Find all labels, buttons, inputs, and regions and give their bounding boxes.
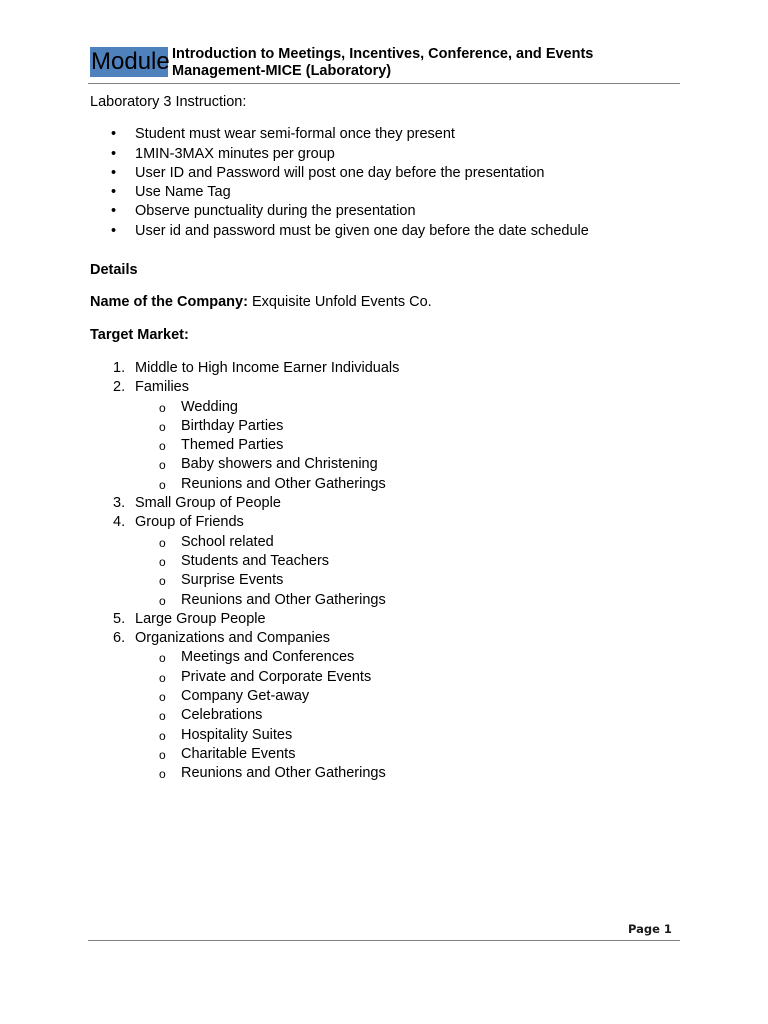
item-number: 4. bbox=[113, 514, 126, 531]
sub-item-text: Wedding bbox=[181, 398, 238, 415]
target-market-label: Group of Friends bbox=[135, 514, 244, 531]
bullet-icon: • bbox=[111, 164, 117, 181]
sub-item-text: Themed Parties bbox=[181, 437, 284, 454]
instruction-list bbox=[90, 125, 680, 241]
course-title: Introduction to Meetings, Incentives, Conference, and Events Management-MICE (Laboratory) bbox=[172, 46, 594, 79]
sub-item bbox=[135, 668, 680, 687]
target-market-item bbox=[90, 513, 680, 609]
instruction-text: Use Name Tag bbox=[135, 184, 231, 201]
hollow-bullet-icon: o bbox=[159, 574, 166, 589]
hollow-bullet-icon: o bbox=[159, 400, 166, 415]
sub-item-text: Company Get-away bbox=[181, 688, 310, 705]
item-number: 1. bbox=[113, 359, 126, 376]
item-number: 3. bbox=[113, 495, 126, 512]
document-body bbox=[90, 93, 680, 784]
instruction-text: Student must wear semi-formal once they present bbox=[135, 126, 455, 143]
bullet-icon: • bbox=[111, 145, 117, 162]
sub-item-text: Charitable Events bbox=[181, 745, 296, 762]
instruction-text: 1MIN-3MAX minutes per group bbox=[135, 145, 335, 162]
target-market-item bbox=[90, 494, 680, 513]
sub-list bbox=[135, 533, 680, 610]
hollow-bullet-icon: o bbox=[159, 747, 166, 762]
instruction-item bbox=[90, 125, 680, 144]
hollow-bullet-icon: o bbox=[159, 535, 166, 550]
sub-item bbox=[135, 475, 680, 494]
target-market-list bbox=[90, 359, 680, 784]
sub-item-text: Students and Teachers bbox=[181, 552, 330, 569]
module-badge: Module bbox=[91, 48, 170, 75]
hollow-bullet-icon: o bbox=[159, 767, 166, 782]
sub-item-text: Hospitality Suites bbox=[181, 726, 293, 743]
details-heading: Details bbox=[90, 262, 138, 279]
target-market-item bbox=[90, 359, 680, 378]
target-market-item bbox=[90, 610, 680, 629]
instruction-text: User id and password must be given one day before the date schedule bbox=[135, 222, 589, 239]
instruction-item bbox=[90, 145, 680, 164]
sub-item-text: Private and Corporate Events bbox=[181, 668, 372, 685]
instruction-text: Observe punctuality during the presentation bbox=[135, 203, 416, 220]
target-market-label: Organizations and Companies bbox=[135, 630, 331, 647]
sub-item bbox=[135, 398, 680, 417]
sub-item bbox=[135, 455, 680, 474]
hollow-bullet-icon: o bbox=[159, 477, 166, 492]
hollow-bullet-icon: o bbox=[159, 651, 166, 666]
hollow-bullet-icon: o bbox=[159, 690, 166, 705]
sub-item-text: Reunions and Other Gatherings bbox=[181, 475, 386, 492]
sub-item bbox=[135, 706, 680, 725]
footer-divider bbox=[88, 940, 680, 941]
sub-item-text: Surprise Events bbox=[181, 572, 284, 589]
instruction-item bbox=[90, 164, 680, 183]
sub-item bbox=[135, 764, 680, 783]
company-line bbox=[90, 293, 680, 312]
company-label: Name of the Company: bbox=[90, 294, 248, 311]
sub-item bbox=[135, 571, 680, 590]
instruction-item bbox=[90, 183, 680, 202]
instruction-item bbox=[90, 222, 680, 241]
hollow-bullet-icon: o bbox=[159, 709, 166, 724]
item-number: 6. bbox=[113, 630, 126, 647]
header-divider bbox=[88, 83, 680, 84]
sub-item bbox=[135, 745, 680, 764]
hollow-bullet-icon: o bbox=[159, 419, 166, 434]
sub-list bbox=[135, 398, 680, 494]
sub-item-text: Meetings and Conferences bbox=[181, 649, 355, 666]
hollow-bullet-icon: o bbox=[159, 439, 166, 454]
target-market-label: Families bbox=[135, 379, 189, 396]
sub-item bbox=[135, 417, 680, 436]
sub-item-text: School related bbox=[181, 533, 274, 550]
hollow-bullet-icon: o bbox=[159, 670, 166, 685]
sub-item bbox=[135, 591, 680, 610]
sub-item-text: Reunions and Other Gatherings bbox=[181, 591, 386, 608]
target-market-item bbox=[90, 629, 680, 783]
instruction-text: User ID and Password will post one day before the presentation bbox=[135, 164, 545, 181]
page-header bbox=[90, 46, 680, 82]
hollow-bullet-icon: o bbox=[159, 593, 166, 608]
bullet-icon: • bbox=[111, 126, 117, 143]
hollow-bullet-icon: o bbox=[159, 728, 166, 743]
target-market-label: Large Group People bbox=[135, 610, 266, 627]
item-number: 5. bbox=[113, 610, 126, 627]
sub-list bbox=[135, 648, 680, 783]
sub-item bbox=[135, 533, 680, 552]
page-number: Page 1 bbox=[628, 922, 672, 936]
instruction-item bbox=[90, 202, 680, 221]
hollow-bullet-icon: o bbox=[159, 458, 166, 473]
sub-item bbox=[135, 726, 680, 745]
sub-item bbox=[135, 687, 680, 706]
company-name: Exquisite Unfold Events Co. bbox=[251, 294, 432, 311]
sub-item-text: Reunions and Other Gatherings bbox=[181, 765, 386, 782]
bullet-icon: • bbox=[111, 184, 117, 201]
sub-item bbox=[135, 648, 680, 667]
lab-instruction-heading: Laboratory 3 Instruction: bbox=[90, 94, 247, 110]
target-market-heading: Target Market: bbox=[90, 326, 189, 343]
bullet-icon: • bbox=[111, 203, 117, 220]
sub-item-text: Birthday Parties bbox=[181, 417, 284, 434]
hollow-bullet-icon: o bbox=[159, 554, 166, 569]
sub-item bbox=[135, 552, 680, 571]
sub-item-text: Baby showers and Christening bbox=[181, 456, 378, 473]
bullet-icon: • bbox=[111, 222, 117, 239]
target-market-item bbox=[90, 378, 680, 494]
item-number: 2. bbox=[113, 379, 126, 396]
sub-item bbox=[135, 436, 680, 455]
target-market-label: Middle to High Income Earner Individuals bbox=[135, 359, 400, 376]
target-market-label: Small Group of People bbox=[135, 495, 281, 512]
sub-item-text: Celebrations bbox=[181, 707, 263, 724]
